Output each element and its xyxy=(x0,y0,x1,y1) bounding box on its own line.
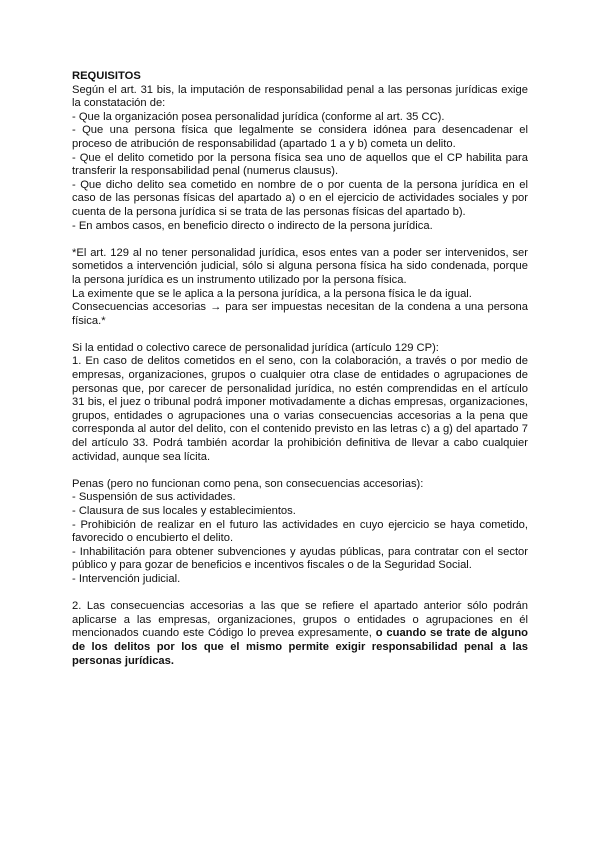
note-paragraph: *El art. 129 al no tener personalidad jurídica, esos entes van a poder ser intervenidos, ser sometidos a intervención judicial, sólo si alguna persona física ha sido condenada, porque la persona jurídica es un instrumento utilizado por la persona física. xyxy=(72,246,528,286)
pena-item: - Inhabilitación para obtener subvenciones y ayudas públicas, para contratar con el sector público y para gozar de beneficios e incentivos fiscales o de la Seguridad Social. xyxy=(72,545,528,572)
art129-intro: Si la entidad o colectivo carece de personalidad jurídica (artículo 129 CP): xyxy=(72,341,439,354)
point2-bold-text: o cuando se trate de alguno de los delitos por los que el mismo permite exigir responsabilidad penal a las personas jurídicas. xyxy=(72,627,528,667)
pena-item: - Intervención judicial. xyxy=(72,572,181,585)
paragraph-gap xyxy=(72,328,528,342)
requisito-item: - Que dicho delito sea cometido en nombre de o por cuenta de la persona jurídica en el caso de las personas físicas del apartado a) o en el ejercicio de actividades sociales y por cuenta de la persona jurídica si se trata de las personas físicas del apartado b). xyxy=(72,178,528,218)
paragraph-gap xyxy=(72,587,528,601)
note-paragraph: Consecuencias accesorias → para ser impuestas necesitan de la condena a una persona física.* xyxy=(72,301,528,327)
document-body xyxy=(72,70,528,668)
requisito-item: - Que el delito cometido por la persona física sea uno de aquellos que el CP habilita para transferir la responsabilidad penal (numerus clausus). xyxy=(72,151,528,178)
requisito-item: - Que la organización posea personalidad jurídica (conforme al art. 35 CC). xyxy=(72,110,445,123)
note-paragraph: La eximente que se le aplica a la persona jurídica, a la persona física le da igual. xyxy=(72,287,472,300)
paragraph-gap xyxy=(72,464,528,478)
paragraph-gap xyxy=(72,233,528,247)
pena-item: - Clausura de sus locales y establecimientos. xyxy=(72,505,296,517)
art129-point-2 xyxy=(72,600,528,668)
art129-point-1: 1. En caso de delitos cometidos en el seno, con la colaboración, a través o por medio de empresas, organizaciones, grupos o cualquier otra clase de entidades o agrupaciones de personas que, por carecer de personalidad jurídica, no estén comprendidas en el artículo 31 bis, el juez o tribunal podrá imponer motivadamente a dichas empresas, organizaciones, grupos, entidades o agrupaciones una o varias consecuencias accesorias a la pena que corresponda al autor del delito, con el contenido previsto en las letras c) a g) del apartado 7 del artículo 33. Podrá también acordar la prohibición definitiva de llevar a cabo cualquier actividad, aunque sea lícita. xyxy=(72,355,528,463)
section-title: REQUISITOS xyxy=(72,70,141,82)
pena-item: - Prohibición de realizar en el futuro las actividades en cuyo ejercicio se haya cometido, favorecido o encubierto el delito. xyxy=(72,518,528,545)
intro-paragraph: Según el art. 31 bis, la imputación de responsabilidad penal a las personas jurídicas exige la constatación de: xyxy=(72,83,528,110)
pena-item: - Suspensión de sus actividades. xyxy=(72,491,236,504)
requisito-item: - En ambos casos, en beneficio directo o indirecto de la persona jurídica. xyxy=(72,219,433,232)
point2-normal-text: 2. Las consecuencias accesorias a las que se refiere el apartado anterior sólo podrán aplicarse a las empresas, organizaciones, grupos o entidades o agrupaciones en él mencionados cuando este Código lo prevea expresamente, xyxy=(72,600,528,640)
requisito-item: - Que una persona física que legalmente se considera idónea para desencadenar el proceso de atribución de responsabilidad (apartado 1 a y b) cometa un delito. xyxy=(72,124,528,150)
penas-intro: Penas (pero no funcionan como pena, son consecuencias accesorias): xyxy=(72,477,424,490)
